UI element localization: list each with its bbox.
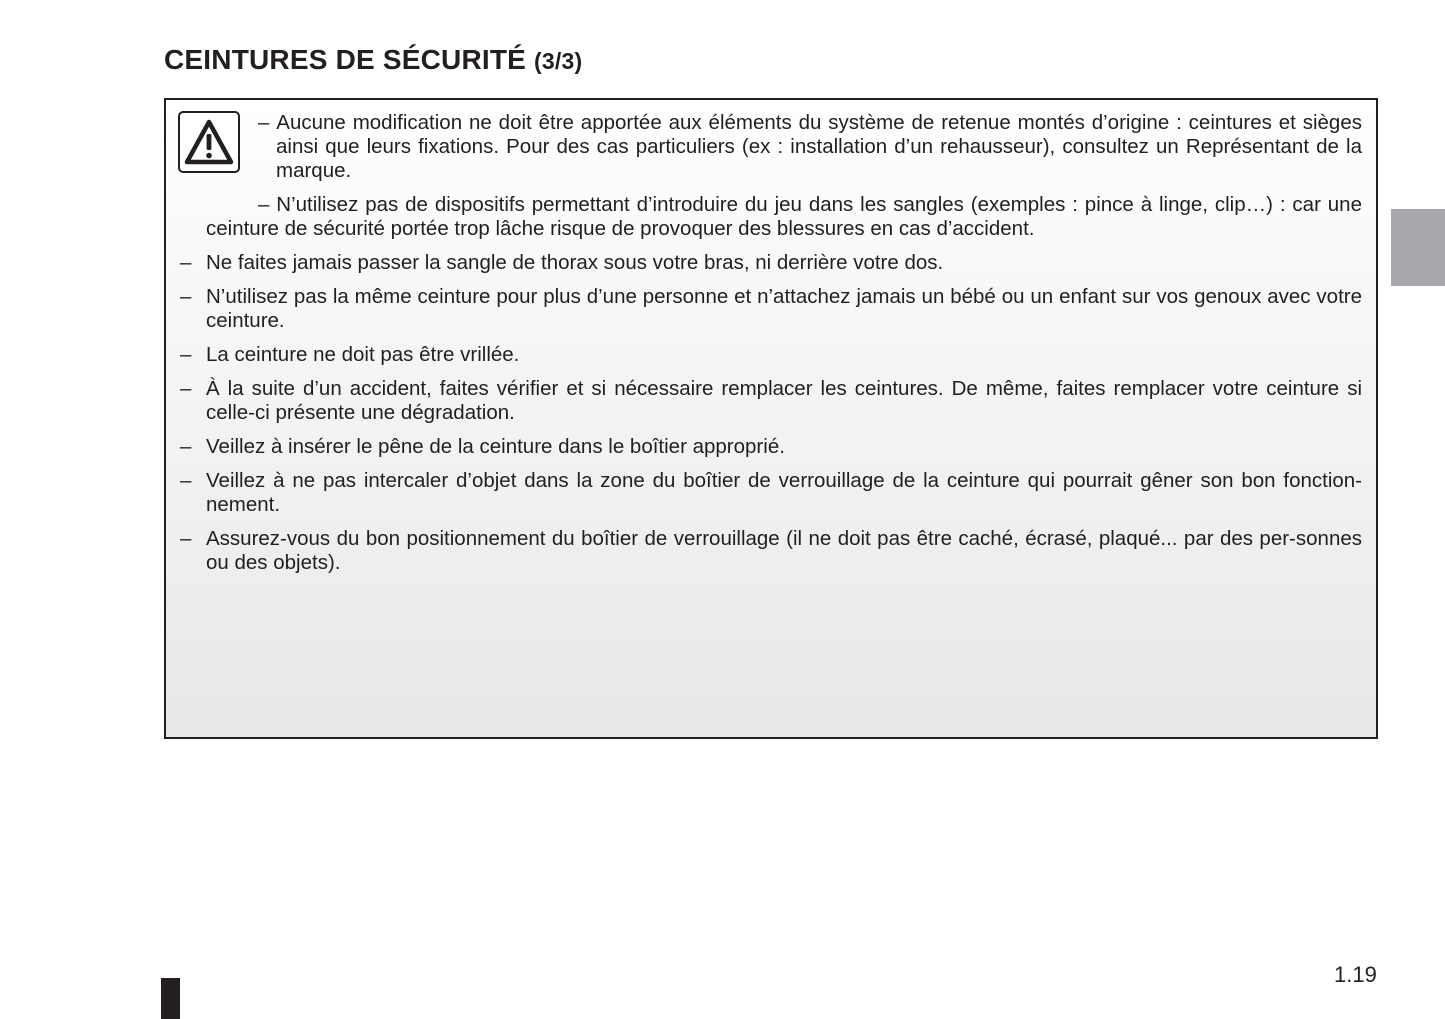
dash: –: [258, 193, 270, 216]
dash: –: [180, 527, 192, 550]
page-number: 1.19: [1334, 962, 1377, 987]
list-item-text: Ne faites jamais passer la sangle de thorax sous votre bras, ni derrière votre dos.: [206, 251, 944, 274]
dash: –: [258, 111, 270, 134]
page-title-suffix: (3/3): [534, 48, 583, 74]
dash: –: [180, 251, 192, 274]
dash: –: [180, 469, 192, 492]
dash: –: [180, 377, 192, 400]
list-item-text: Veillez à insérer le pêne de la ceinture dans le boîtier approprié.: [206, 435, 785, 458]
chapter-tab-marker: [1391, 209, 1445, 286]
dash: –: [180, 435, 192, 458]
list-item-text: N’utilisez pas la même ceinture pour plus d’une personne et n’attachez jamais un bébé ou un enfant sur vos genoux avec votre ceinture.: [206, 285, 1362, 332]
list-item-text: Assurez-vous du bon positionnement du boîtier de verrouillage (il ne doit pas être caché, écrasé, plaqué... par des per-sonnes ou des objets).: [206, 527, 1362, 574]
warning-triangle-svg: [184, 119, 234, 165]
intro-item-text: Aucune modification ne doit être apportée aux éléments du système de retenue montés d’origine : ceintures et sièges ainsi que leurs fixations. Pour des cas particuliers (ex : installation d’un rehausseur), consultez un Représentant de la marque.: [276, 111, 1362, 182]
list-item-text: Veillez à ne pas intercaler d’objet dans la zone du boîtier de verrouillage de la ceinture qui pourrait gêner son bon fonction-nement.: [206, 469, 1362, 516]
list-item-text: La ceinture ne doit pas être vrillée.: [206, 343, 520, 366]
page-title-text: CEINTURES DE SÉCURITÉ: [164, 44, 527, 75]
warning-intro-item: [206, 193, 1362, 241]
warning-triangle-icon: [178, 111, 240, 173]
page-title: [164, 44, 582, 76]
dash: –: [180, 343, 192, 366]
list-item-text: À la suite d’un accident, faites vérifier et si nécessaire remplacer les ceintures. De même, faites remplacer votre ceinture si celle-ci présente une dégradation.: [206, 377, 1362, 424]
dash: –: [180, 285, 192, 308]
warning-box: [164, 98, 1378, 739]
warning-intro-item: [258, 111, 1362, 183]
page-corner-bar: [161, 978, 180, 1019]
intro-item-text: N’utilisez pas de dispositifs permettant d’introduire du jeu dans les sangles (exemples : pince à linge, clip…) : car une ceinture de sécurité portée trop lâche risque de provoquer des blessures en cas d’accident.: [206, 193, 1362, 240]
